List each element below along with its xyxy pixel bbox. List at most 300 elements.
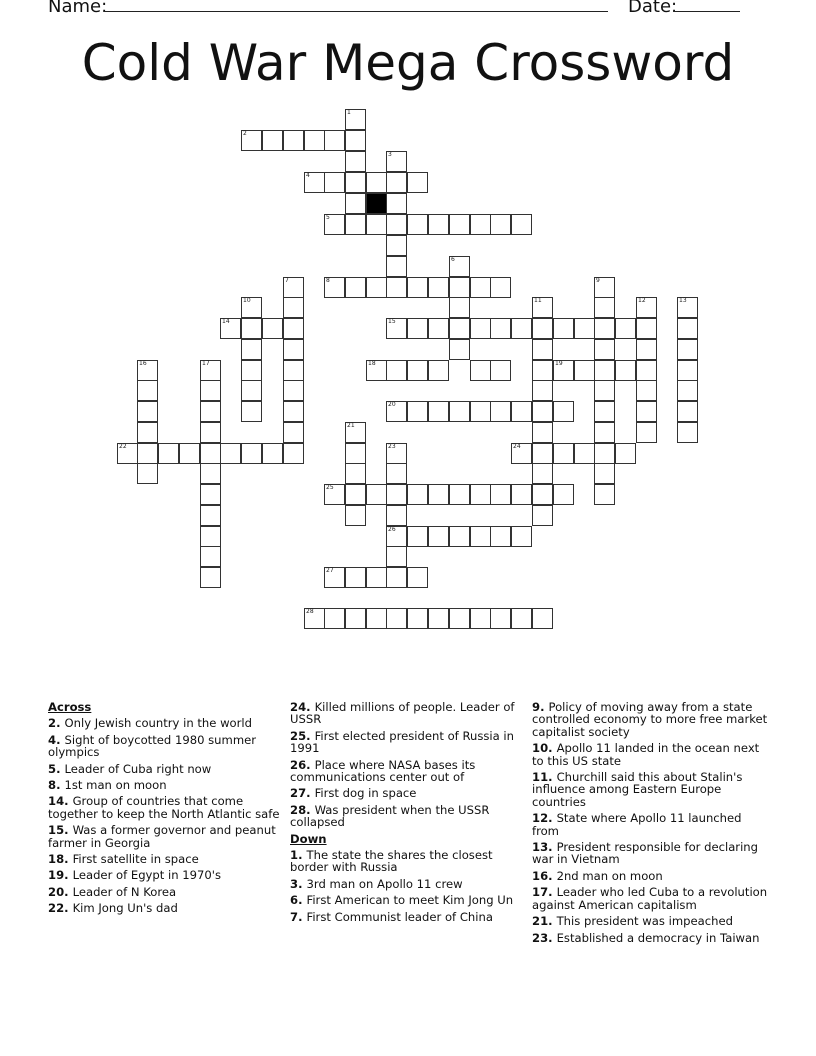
clue-number: 26. xyxy=(290,757,315,772)
clue-text: First satellite in space xyxy=(72,852,199,867)
crossword-cell[interactable] xyxy=(532,401,553,422)
crossword-cell[interactable] xyxy=(449,339,470,360)
clue-number: 3. xyxy=(290,876,307,891)
clue-number: 17. xyxy=(532,885,557,900)
crossword-cell[interactable] xyxy=(386,172,407,193)
crossword-cell[interactable] xyxy=(449,401,470,422)
crossword-cell[interactable] xyxy=(470,360,491,381)
clue-number-label: 23 xyxy=(388,443,396,450)
crossword-cell[interactable] xyxy=(677,297,698,318)
crossword-cell[interactable] xyxy=(490,318,511,339)
crossword-cell[interactable] xyxy=(511,401,532,422)
clue-text: First dog in space xyxy=(314,786,417,801)
clue-item xyxy=(532,701,768,738)
crossword-cell[interactable] xyxy=(553,443,574,464)
crossword-cell[interactable] xyxy=(636,380,657,401)
clue-text: Group of countries that come together to keep the North Atlantic safe xyxy=(48,794,280,821)
clue-number-label: 13 xyxy=(679,297,687,304)
clue-number-label: 27 xyxy=(326,567,334,574)
crossword-cell[interactable] xyxy=(470,214,491,235)
clue-text: Leader who led Cuba to a revolution against American capitalism xyxy=(532,885,768,912)
clue-text: 1st man on moon xyxy=(64,778,167,793)
crossword-block xyxy=(366,193,387,214)
clue-number: 21. xyxy=(532,914,557,929)
crossword-cell[interactable] xyxy=(407,567,428,588)
clue-text: First American to meet Kim Jong Un xyxy=(306,893,514,908)
crossword-cell[interactable] xyxy=(304,130,325,151)
crossword-cell[interactable] xyxy=(386,546,407,567)
clue-item xyxy=(290,911,522,923)
clue-number: 7. xyxy=(290,909,307,924)
crossword-cell[interactable] xyxy=(137,360,158,381)
crossword-cell[interactable] xyxy=(470,608,491,629)
crossword-cell[interactable] xyxy=(241,443,262,464)
crossword-cell[interactable] xyxy=(511,608,532,629)
crossword-cell[interactable] xyxy=(532,484,553,505)
crossword-cell[interactable] xyxy=(615,360,636,381)
clue-text: Leader of Cuba right now xyxy=(64,761,212,776)
crossword-cell[interactable] xyxy=(470,526,491,547)
crossword-cell[interactable] xyxy=(470,484,491,505)
clue-text: Only Jewish country in the world xyxy=(64,716,252,731)
crossword-cell[interactable] xyxy=(636,318,657,339)
crossword-cell[interactable] xyxy=(428,214,449,235)
crossword-cell[interactable] xyxy=(386,443,407,464)
crossword-cell[interactable] xyxy=(386,567,407,588)
clue-number-label: 19 xyxy=(555,360,563,367)
crossword-cell[interactable] xyxy=(428,526,449,547)
clue-item xyxy=(290,730,522,755)
crossword-cell[interactable] xyxy=(324,484,345,505)
crossword-cell[interactable] xyxy=(490,484,511,505)
crossword-cell[interactable] xyxy=(283,380,304,401)
crossword-cell[interactable] xyxy=(490,214,511,235)
crossword-cell[interactable] xyxy=(345,505,366,526)
clue-number-label: 7 xyxy=(285,277,289,284)
crossword-cell[interactable] xyxy=(283,339,304,360)
crossword-cell[interactable] xyxy=(407,608,428,629)
crossword-cell[interactable] xyxy=(532,505,553,526)
crossword-cell[interactable] xyxy=(574,318,595,339)
clue-number-label: 8 xyxy=(326,277,330,284)
clue-number: 9. xyxy=(532,700,549,714)
crossword-cell[interactable] xyxy=(117,443,138,464)
crossword-cell[interactable] xyxy=(407,172,428,193)
crossword-cell[interactable] xyxy=(490,401,511,422)
crossword-cell[interactable] xyxy=(636,422,657,443)
crossword-cell[interactable] xyxy=(283,360,304,381)
clue-item xyxy=(48,902,280,914)
clue-text: Was president when the USSR collapsed xyxy=(290,802,490,830)
crossword-cell[interactable] xyxy=(470,318,491,339)
crossword-cell[interactable] xyxy=(490,277,511,298)
crossword-cell[interactable] xyxy=(511,443,532,464)
crossword-cell[interactable] xyxy=(407,401,428,422)
clue-text: Leader of Egypt in 1970's xyxy=(72,868,221,883)
crossword-cell[interactable] xyxy=(137,401,158,422)
crossword-cell[interactable] xyxy=(345,151,366,172)
clue-text: First Communist leader of China xyxy=(306,909,493,924)
crossword-cell[interactable] xyxy=(200,526,221,547)
clue-number: 18. xyxy=(48,852,73,867)
clue-item xyxy=(290,878,522,890)
clue-number-label: 15 xyxy=(388,318,396,325)
clue-item xyxy=(290,849,522,874)
crossword-cell[interactable] xyxy=(241,380,262,401)
clue-number: 10. xyxy=(532,741,557,756)
crossword-cell[interactable] xyxy=(283,277,304,298)
crossword-cell[interactable] xyxy=(200,401,221,422)
clue-number: 25. xyxy=(290,728,315,743)
crossword-cell[interactable] xyxy=(532,339,553,360)
clue-number-label: 2 xyxy=(243,130,247,137)
crossword-cell[interactable] xyxy=(262,318,283,339)
crossword-cell[interactable] xyxy=(386,151,407,172)
crossword-cell[interactable] xyxy=(449,484,470,505)
clue-item xyxy=(48,717,280,729)
crossword-cell[interactable] xyxy=(283,297,304,318)
clue-item xyxy=(48,869,280,881)
crossword-cell[interactable] xyxy=(386,193,407,214)
crossword-cell[interactable] xyxy=(241,339,262,360)
crossword-cell[interactable] xyxy=(511,318,532,339)
page-title: Cold War Mega Crossword xyxy=(81,34,735,92)
crossword-cell[interactable] xyxy=(677,360,698,381)
clue-item xyxy=(532,841,768,866)
clue-number-label: 20 xyxy=(388,401,396,408)
crossword-cell[interactable] xyxy=(241,297,262,318)
crossword-cell[interactable] xyxy=(594,484,615,505)
clue-item xyxy=(290,804,522,829)
clue-number-label: 22 xyxy=(119,443,127,450)
crossword-cell[interactable] xyxy=(241,360,262,381)
clue-number: 13. xyxy=(532,840,557,855)
crossword-cell[interactable] xyxy=(200,484,221,505)
crossword-cell[interactable] xyxy=(677,380,698,401)
crossword-cell[interactable] xyxy=(553,360,574,381)
clue-item xyxy=(290,759,522,784)
crossword-cell[interactable] xyxy=(532,422,553,443)
crossword-cell[interactable] xyxy=(324,277,345,298)
crossword-cell[interactable] xyxy=(615,443,636,464)
clue-number-label: 17 xyxy=(202,360,210,367)
clue-text: Kim Jong Un's dad xyxy=(72,901,178,916)
crossword-cell[interactable] xyxy=(345,608,366,629)
crossword-cell[interactable] xyxy=(386,401,407,422)
crossword-cell[interactable] xyxy=(407,526,428,547)
crossword-cell[interactable] xyxy=(241,401,262,422)
date-label: Date: xyxy=(628,0,678,17)
crossword-cell[interactable] xyxy=(386,256,407,277)
crossword-cell[interactable] xyxy=(449,297,470,318)
crossword-cell[interactable] xyxy=(324,608,345,629)
crossword-cell[interactable] xyxy=(345,172,366,193)
crossword-cell[interactable] xyxy=(449,214,470,235)
clue-item xyxy=(532,812,768,837)
crossword-cell[interactable] xyxy=(532,463,553,484)
crossword-cell[interactable] xyxy=(615,318,636,339)
clue-number-label: 21 xyxy=(347,422,355,429)
crossword-cell[interactable] xyxy=(324,214,345,235)
crossword-cell[interactable] xyxy=(428,401,449,422)
clue-number: 1. xyxy=(290,848,307,863)
crossword-cell[interactable] xyxy=(594,463,615,484)
clue-item xyxy=(48,853,280,865)
crossword-cell[interactable] xyxy=(511,526,532,547)
clue-text: 3rd man on Apollo 11 crew xyxy=(306,876,463,891)
crossword-cell[interactable] xyxy=(386,360,407,381)
crossword-cell[interactable] xyxy=(200,380,221,401)
crossword-cell[interactable] xyxy=(636,401,657,422)
crossword-cell[interactable] xyxy=(137,443,158,464)
crossword-cell[interactable] xyxy=(511,484,532,505)
crossword-cell[interactable] xyxy=(345,484,366,505)
crossword-cell[interactable] xyxy=(553,484,574,505)
clue-number: 19. xyxy=(48,868,73,883)
crossword-cell[interactable] xyxy=(594,380,615,401)
crossword-cell[interactable] xyxy=(137,422,158,443)
crossword-cell[interactable] xyxy=(262,130,283,151)
crossword-cell[interactable] xyxy=(241,130,262,151)
clue-number-label: 6 xyxy=(451,256,455,263)
clue-item xyxy=(532,932,768,944)
crossword-cell[interactable] xyxy=(345,214,366,235)
clue-number-label: 11 xyxy=(534,297,542,304)
clue-number: 16. xyxy=(532,868,557,883)
crossword-cell[interactable] xyxy=(283,130,304,151)
clue-text: First elected president of Russia in 1991 xyxy=(290,728,514,756)
crossword-cell[interactable] xyxy=(220,318,241,339)
crossword-cell[interactable] xyxy=(200,422,221,443)
clue-text: Leader of N Korea xyxy=(72,884,177,899)
crossword-cell[interactable] xyxy=(553,318,574,339)
crossword-cell[interactable] xyxy=(574,443,595,464)
crossword-cell[interactable] xyxy=(137,463,158,484)
clue-number-label: 28 xyxy=(306,608,314,615)
clue-text: Established a democracy in Taiwan xyxy=(556,930,760,945)
crossword-cell[interactable] xyxy=(428,318,449,339)
crossword-cell[interactable] xyxy=(594,443,615,464)
crossword-cell[interactable] xyxy=(200,505,221,526)
crossword-cell[interactable] xyxy=(407,318,428,339)
crossword-cell[interactable] xyxy=(594,277,615,298)
crossword-cell[interactable] xyxy=(137,380,158,401)
crossword-cell[interactable] xyxy=(366,567,387,588)
clue-number-label: 1 xyxy=(347,109,351,116)
clue-number: 22. xyxy=(48,901,73,916)
crossword-cell[interactable] xyxy=(366,484,387,505)
crossword-cell[interactable] xyxy=(553,401,574,422)
crossword-cell[interactable] xyxy=(158,443,179,464)
crossword-cell[interactable] xyxy=(449,277,470,298)
clue-item xyxy=(48,763,280,775)
crossword-cell[interactable] xyxy=(366,172,387,193)
crossword-cell[interactable] xyxy=(407,360,428,381)
clue-text: President responsible for declaring war in Vietnam xyxy=(532,840,759,867)
clue-number-label: 16 xyxy=(139,360,147,367)
crossword-cell[interactable] xyxy=(324,172,345,193)
clue-number-label: 9 xyxy=(596,277,600,284)
crossword-cell[interactable] xyxy=(428,360,449,381)
crossword-cell[interactable] xyxy=(594,422,615,443)
clue-item xyxy=(48,779,280,791)
crossword-cell[interactable] xyxy=(283,401,304,422)
clue-number: 8. xyxy=(48,778,65,793)
crossword-cell[interactable] xyxy=(636,360,657,381)
crossword-cell[interactable] xyxy=(511,214,532,235)
crossword-cell[interactable] xyxy=(345,463,366,484)
crossword-cell[interactable] xyxy=(574,360,595,381)
clue-item xyxy=(48,886,280,898)
crossword-cell[interactable] xyxy=(594,297,615,318)
crossword-cell[interactable] xyxy=(345,109,366,130)
crossword-cell[interactable] xyxy=(324,567,345,588)
crossword-cell[interactable] xyxy=(677,339,698,360)
crossword-cell[interactable] xyxy=(407,484,428,505)
clue-item xyxy=(290,701,522,726)
clue-text: Churchill said this about Stalin's influence among Eastern Europe countries xyxy=(532,770,743,809)
crossword-cell[interactable] xyxy=(407,277,428,298)
crossword-cell[interactable] xyxy=(532,608,553,629)
clue-heading: Down xyxy=(290,831,327,846)
crossword-cell[interactable] xyxy=(200,360,221,381)
clue-item xyxy=(48,734,280,759)
clue-text: Apollo 11 landed in the ocean next to this US state xyxy=(532,741,760,768)
clue-number-label: 18 xyxy=(368,360,376,367)
crossword-cell[interactable] xyxy=(532,318,553,339)
clue-number: 4. xyxy=(48,732,65,747)
clue-number-label: 24 xyxy=(513,443,521,450)
crossword-cell[interactable] xyxy=(594,401,615,422)
clue-text: Policy of moving away from a state controlled economy to more free market capitalist society xyxy=(532,700,768,739)
crossword-cell[interactable] xyxy=(677,401,698,422)
crossword-cell[interactable] xyxy=(428,277,449,298)
clue-text: The state the shares the closest border with Russia xyxy=(290,848,493,875)
crossword-cell[interactable] xyxy=(532,443,553,464)
clue-number-label: 10 xyxy=(243,297,251,304)
clue-heading: Across xyxy=(48,700,92,714)
crossword-cell[interactable] xyxy=(386,277,407,298)
crossword-cell[interactable] xyxy=(449,318,470,339)
crossword-cell[interactable] xyxy=(345,422,366,443)
clue-number-label: 5 xyxy=(326,214,330,221)
clue-number: 15. xyxy=(48,823,73,838)
crossword-cell[interactable] xyxy=(200,546,221,567)
crossword-cell[interactable] xyxy=(283,443,304,464)
crossword-cell[interactable] xyxy=(283,422,304,443)
crossword-cell[interactable] xyxy=(200,463,221,484)
clue-number: 5. xyxy=(48,761,65,776)
clue-column-3 xyxy=(532,701,768,948)
crossword-cell[interactable] xyxy=(490,360,511,381)
crossword-cell[interactable] xyxy=(179,443,200,464)
crossword-cell[interactable] xyxy=(304,172,325,193)
clue-number: 24. xyxy=(290,700,315,714)
crossword-cell[interactable] xyxy=(386,505,407,526)
crossword-cell[interactable] xyxy=(428,484,449,505)
crossword-cell[interactable] xyxy=(345,567,366,588)
crossword-cell[interactable] xyxy=(200,443,221,464)
crossword-cell[interactable] xyxy=(594,360,615,381)
crossword-cell[interactable] xyxy=(532,380,553,401)
crossword-cell[interactable] xyxy=(345,443,366,464)
clue-text: 2nd man on moon xyxy=(556,868,663,883)
clue-text: This president was impeached xyxy=(556,914,733,929)
crossword-cell[interactable] xyxy=(449,608,470,629)
crossword-cell[interactable] xyxy=(449,256,470,277)
clue-text: Was a former governor and peanut farmer in Georgia xyxy=(48,823,276,850)
crossword-cell[interactable] xyxy=(366,608,387,629)
crossword-cell[interactable] xyxy=(386,463,407,484)
clue-column-2 xyxy=(290,701,522,927)
crossword-cell[interactable] xyxy=(386,235,407,256)
crossword-cell[interactable] xyxy=(470,401,491,422)
crossword-cell[interactable] xyxy=(241,318,262,339)
crossword-cell[interactable] xyxy=(532,297,553,318)
clue-item xyxy=(532,915,768,927)
clue-number-label: 12 xyxy=(638,297,646,304)
crossword-cell[interactable] xyxy=(262,443,283,464)
crossword-cell[interactable] xyxy=(490,526,511,547)
crossword-cell[interactable] xyxy=(366,214,387,235)
crossword-cell[interactable] xyxy=(366,360,387,381)
crossword-cell[interactable] xyxy=(428,608,449,629)
clue-number-label: 4 xyxy=(306,172,310,179)
crossword-cell[interactable] xyxy=(386,214,407,235)
clue-number: 11. xyxy=(532,770,557,785)
crossword-cell[interactable] xyxy=(366,277,387,298)
clue-number: 27. xyxy=(290,786,315,801)
crossword-cell[interactable] xyxy=(386,484,407,505)
crossword-cell[interactable] xyxy=(345,130,366,151)
crossword-cell[interactable] xyxy=(386,608,407,629)
clue-number-label: 26 xyxy=(388,526,396,533)
crossword-cell[interactable] xyxy=(200,567,221,588)
crossword-cell[interactable] xyxy=(386,318,407,339)
crossword-cell[interactable] xyxy=(345,193,366,214)
crossword-cell[interactable] xyxy=(594,318,615,339)
crossword-cell[interactable] xyxy=(636,339,657,360)
clue-item xyxy=(532,870,768,882)
clue-number: 14. xyxy=(48,794,73,809)
crossword-cell[interactable] xyxy=(490,608,511,629)
crossword-cell[interactable] xyxy=(470,277,491,298)
crossword-cell[interactable] xyxy=(220,443,241,464)
clue-number: 28. xyxy=(290,802,315,817)
crossword-cell[interactable] xyxy=(283,318,304,339)
clue-item xyxy=(290,787,522,799)
crossword-cell[interactable] xyxy=(532,360,553,381)
crossword-cell[interactable] xyxy=(677,422,698,443)
clue-number-label: 14 xyxy=(222,318,230,325)
clue-item xyxy=(532,886,768,911)
clue-item xyxy=(532,771,768,808)
clue-text: Killed millions of people. Leader of USSR xyxy=(290,700,515,727)
crossword-cell[interactable] xyxy=(449,526,470,547)
clue-text: State where Apollo 11 launched from xyxy=(532,811,742,838)
crossword-cell[interactable] xyxy=(304,608,325,629)
crossword-cell[interactable] xyxy=(386,526,407,547)
clue-item xyxy=(48,795,280,820)
crossword-cell[interactable] xyxy=(677,318,698,339)
crossword-cell[interactable] xyxy=(345,277,366,298)
crossword-cell[interactable] xyxy=(407,214,428,235)
clue-number: 2. xyxy=(48,716,65,731)
crossword-cell[interactable] xyxy=(636,297,657,318)
crossword-cell[interactable] xyxy=(594,339,615,360)
crossword-cell[interactable] xyxy=(324,130,345,151)
clue-item xyxy=(290,894,522,906)
